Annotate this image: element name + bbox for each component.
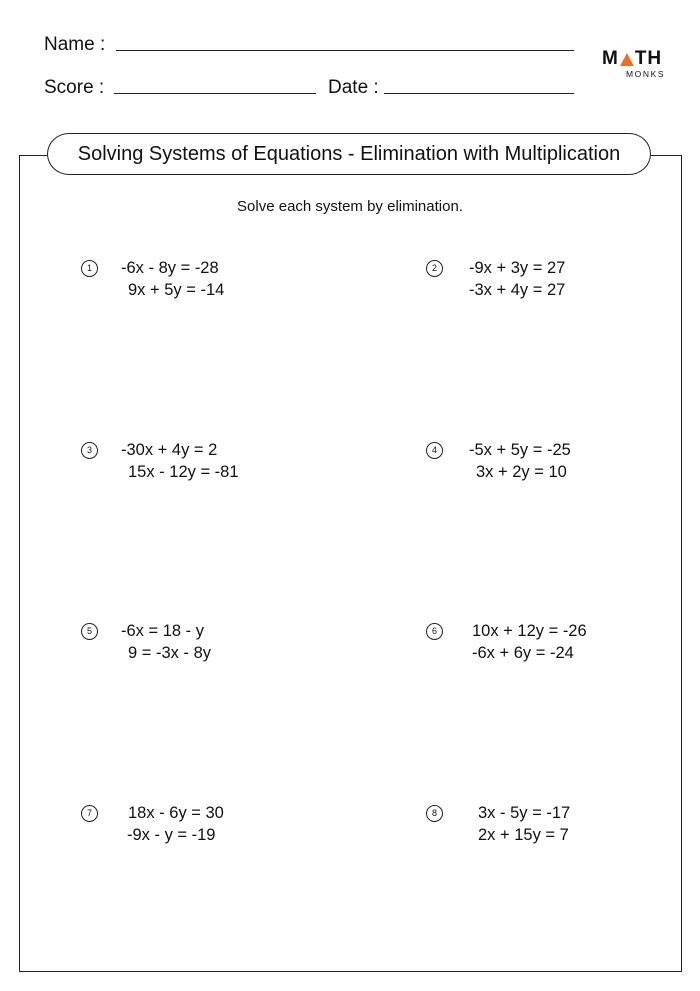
worksheet-title	[47, 133, 651, 175]
problem-number-badge: 3	[81, 442, 98, 459]
problem-number-badge: 2	[426, 260, 443, 277]
equation-2: 2x + 15y = 7	[478, 826, 569, 844]
equation-2: 15x - 12y = -81	[128, 463, 239, 481]
logo-text-th: TH	[634, 48, 663, 69]
problem-number-badge: 8	[426, 805, 443, 822]
equation-2: -9x - y = -19	[127, 826, 216, 844]
frame-top-right-edge	[651, 155, 681, 156]
equation-1: -5x + 5y = -25	[469, 441, 571, 459]
problem-number-badge: 5	[81, 623, 98, 640]
equation-2: 9 = -3x - 8y	[128, 644, 211, 662]
equation-1: 3x - 5y = -17	[478, 804, 571, 822]
equation-1: 10x + 12y = -26	[472, 622, 587, 640]
equation-1: 18x - 6y = 30	[128, 804, 224, 822]
equation-1: -9x + 3y = 27	[469, 259, 566, 277]
logo-subtext: MONKS	[626, 69, 666, 79]
date-field[interactable]	[384, 93, 574, 94]
logo-text-m: M	[602, 48, 619, 69]
equation-1: -30x + 4y = 2	[121, 441, 218, 459]
problem-number-badge: 7	[81, 805, 98, 822]
problem-number-badge: 6	[426, 623, 443, 640]
date-label: Date :	[328, 77, 379, 98]
math-monks-logo	[602, 48, 672, 79]
name-field[interactable]	[116, 50, 574, 51]
problem-number-badge: 4	[426, 442, 443, 459]
score-field[interactable]	[114, 93, 316, 94]
problem-number-badge: 1	[81, 260, 98, 277]
frame-top-left-edge	[19, 155, 49, 156]
worksheet-frame	[19, 155, 682, 972]
score-label: Score :	[44, 77, 105, 98]
name-label: Name :	[44, 34, 106, 55]
worksheet-title-text: Solving Systems of Equations - Elimination with Multiplication	[77, 142, 621, 165]
equation-2: -3x + 4y = 27	[469, 281, 566, 299]
equation-2: 9x + 5y = -14	[128, 281, 225, 299]
equation-2: 3x + 2y = 10	[476, 463, 567, 481]
logo-triangle-icon	[620, 53, 634, 66]
equation-2: -6x + 6y = -24	[472, 644, 574, 662]
instructions: Solve each system by elimination.	[237, 198, 463, 215]
equation-1: -6x - 8y = -28	[121, 259, 219, 277]
equation-1: -6x = 18 - y	[121, 622, 204, 640]
